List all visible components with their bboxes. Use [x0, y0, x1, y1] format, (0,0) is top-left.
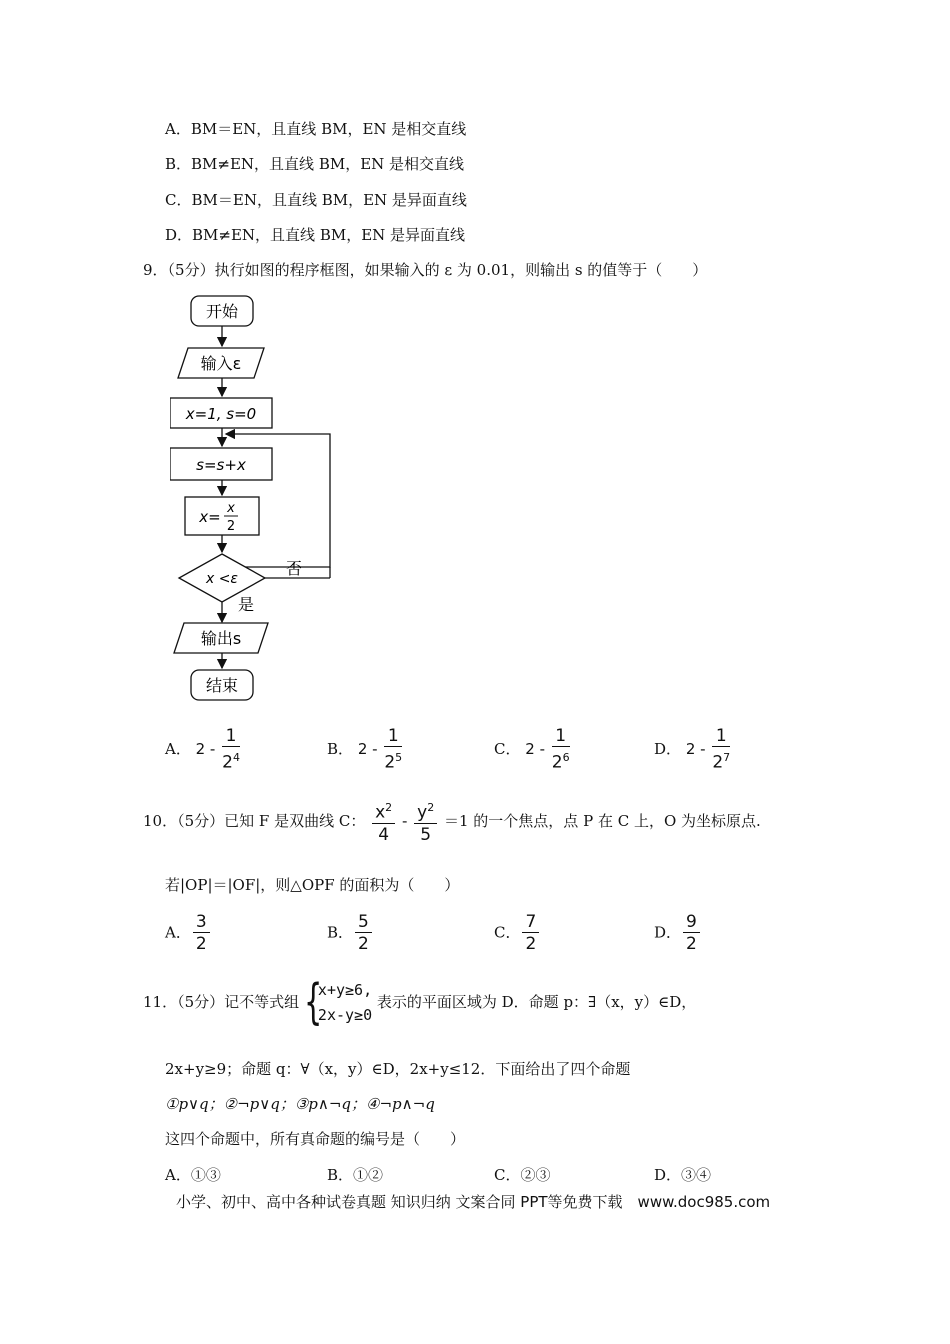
q8-option-a-text: BM＝EN，且直线 BM，EN 是相交直线 [190, 120, 467, 138]
q9-option-d-fraction: $\frac{1}{2^7}$ [712, 726, 731, 773]
q8-option-b-text: BM≠EN，且直线 BM，EN 是相交直线 [191, 155, 465, 173]
q9-option-d: D． 2 - $\frac{1}{2^7}$ [654, 726, 731, 773]
q9-option-a: A． 2 - $\frac{1}{2^4}$ [165, 726, 240, 773]
q9-option-c: C． 2 - $\frac{1}{2^6}$ [494, 726, 570, 773]
flow-yes-label: 是 [237, 595, 255, 614]
flow-update-den: 2 [226, 519, 236, 534]
page-footer: 小学、初中、高中各种试卷真题 知识归纳 文案合同 PPT等免费下载 www.doc985.com [176, 1193, 771, 1211]
flow-input-label: 输入ε [200, 354, 242, 373]
flow-no-label: 否 [285, 559, 303, 578]
q10-x-fraction: $\frac{x^2}{4}$ [372, 798, 395, 846]
q10-option-a: A． $\frac{3}{2}$ [165, 912, 212, 955]
q10-y-fraction: $\frac{y^2}{5}$ [414, 798, 437, 846]
q8-option-b: B．BM≠EN，且直线 BM，EN 是相交直线 [165, 155, 465, 173]
q9-option-a-fraction: $\frac{1}{2^4}$ [222, 726, 240, 773]
q11-option-d: D．③④ [654, 1166, 712, 1184]
q11-option-c: C．②③ [494, 1166, 551, 1184]
q8-option-a: A．BM＝EN，且直线 BM，EN 是相交直线 [165, 120, 467, 138]
q11-stem: 11．（5分）记不等式组 { x+y≥6, 2x-y≥0 表示的平面区域为 D．命题 p：∃（x，y）∈D， [143, 974, 697, 1030]
q8-option-d: D．BM≠EN，且直线 BM，EN 是异面直线 [165, 226, 466, 244]
q11-inequality-system: { x+y≥6, 2x-y≥0 [303, 974, 373, 1030]
q9-option-b-fraction: $\frac{1}{2^5}$ [384, 726, 403, 773]
flow-update-node [185, 497, 259, 535]
q8-option-c-text: BM＝EN，且直线 BM，EN 是异面直线 [191, 191, 467, 209]
flow-start-label: 开始 [205, 302, 239, 321]
q10-line2: 若|OP|＝|OF|，则△OPF 的面积为（ ） [165, 876, 460, 894]
q10-stem: 10．（5分）已知 F 是双曲线 C： $\frac{x^2}{4}$ - $\frac{y^2}{5}$ ＝1 的一个焦点，点 P 在 C 上，O 为坐标原点. [143, 798, 761, 846]
q10-option-d: D． $\frac{9}{2}$ [654, 912, 702, 955]
flow-condition-label: x <ε [205, 571, 239, 587]
flow-update-num: x [227, 501, 235, 516]
q11-option-a: A．①③ [165, 1166, 221, 1184]
q9-stem: 9．（5分）执行如图的程序框图，如果输入的 ε 为 0.01，则输出 s 的值等于（ ） [143, 261, 708, 279]
flow-accumulate-label: s=s+x [196, 456, 246, 474]
flow-output-label: 输出s [200, 629, 242, 648]
q11-line3: ①p∨q；②¬p∨q；③p∧¬q；④¬p∧¬q [165, 1095, 435, 1113]
q11-line4: 这四个命题中，所有真命题的编号是（ ） [165, 1130, 466, 1148]
q10-option-b: B． $\frac{5}{2}$ [327, 912, 374, 955]
q9-option-b: B． 2 - $\frac{1}{2^5}$ [327, 726, 403, 773]
q10-option-c: C． $\frac{7}{2}$ [494, 912, 541, 955]
flow-end-label: 结束 [205, 676, 239, 695]
flow-update-lhs: x= [199, 508, 221, 526]
q9-flowchart [170, 292, 350, 712]
q8-option-c: C．BM＝EN，且直线 BM，EN 是异面直线 [165, 191, 467, 209]
q11-line2: 2x+y≥9；命题 q：∀（x，y）∈D，2x+y≤12．下面给出了四个命题 [165, 1060, 631, 1078]
q11-option-b: B．①② [327, 1166, 384, 1184]
q8-option-d-text: BM≠EN，且直线 BM，EN 是异面直线 [192, 226, 466, 244]
flow-init-label: x=1, s=0 [185, 405, 257, 423]
q9-option-c-fraction: $\frac{1}{2^6}$ [551, 726, 570, 773]
